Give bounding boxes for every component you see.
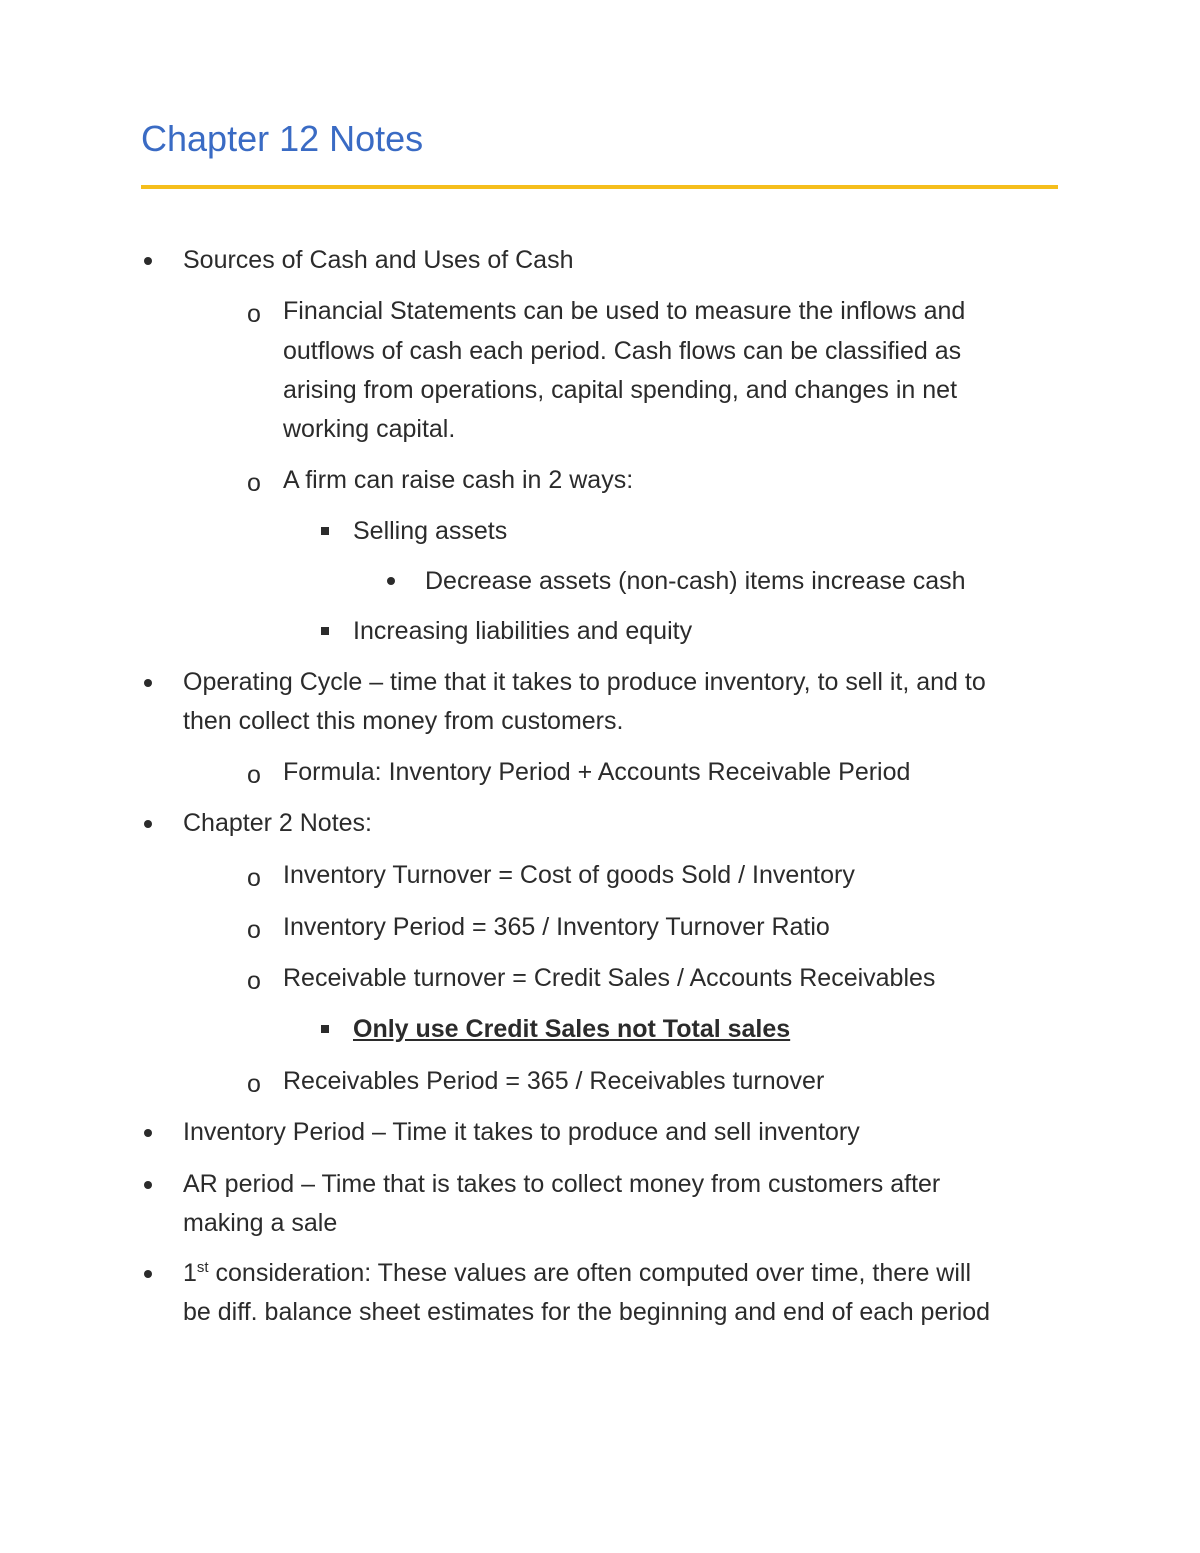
text-line: Inventory Turnover = Cost of goods Sold / Inventory xyxy=(283,861,855,889)
bullet-dot-icon xyxy=(144,257,152,265)
ordinal-number: 1 xyxy=(183,1259,197,1287)
bullet-dot-icon xyxy=(144,679,152,687)
bullet-dot-icon xyxy=(144,820,152,828)
text-line: working capital. xyxy=(283,415,456,443)
bullet-square-icon xyxy=(321,627,329,635)
text-line: A firm can raise cash in 2 ways: xyxy=(283,466,634,494)
bullet-circle-o-icon: o xyxy=(247,864,261,892)
page-title: Chapter 12 Notes xyxy=(141,118,424,159)
text-fragment: consideration: These values are often computed over time, there will xyxy=(208,1259,972,1287)
text-line: Financial Statements can be used to measure the inflows and xyxy=(283,297,966,325)
text-line: Decrease assets (non-cash) items increase cash xyxy=(425,567,966,595)
bullet-square-icon xyxy=(321,527,329,535)
bullet-circle-o-icon: o xyxy=(247,967,261,995)
text-line: Operating Cycle – time that it takes to produce inventory, to sell it, and to xyxy=(183,668,986,696)
bullet-dot-icon xyxy=(387,577,395,585)
bullet-circle-o-icon: o xyxy=(247,916,261,944)
bullet-dot-icon xyxy=(144,1129,152,1137)
text-line xyxy=(183,1254,971,1293)
bullet-sources-uses: Sources of Cash and Uses of Cash xyxy=(183,246,574,274)
text-line: outflows of cash each period. Cash flows can be classified as xyxy=(283,337,962,365)
text-line-emphasis: Only use Credit Sales not Total sales xyxy=(353,1015,791,1043)
title-underline-rule xyxy=(141,185,1058,189)
bullet-circle-o-icon: o xyxy=(247,300,261,328)
bullet-square-icon xyxy=(321,1025,329,1033)
bullet-circle-o-icon: o xyxy=(247,761,261,789)
text-line: arising from operations, capital spending, and changes in net xyxy=(283,376,958,404)
text-line: Increasing liabilities and equity xyxy=(353,617,693,645)
text-line: AR period – Time that is takes to collect money from customers after xyxy=(183,1170,941,1198)
text-line: Receivable turnover = Credit Sales / Accounts Receivables xyxy=(283,964,936,992)
bullet-dot-icon xyxy=(144,1270,152,1278)
bullet-circle-o-icon: o xyxy=(247,469,261,497)
text-line: Chapter 2 Notes: xyxy=(183,809,372,837)
bullet-circle-o-icon: o xyxy=(247,1070,261,1098)
text-line: Formula: Inventory Period + Accounts Receivable Period xyxy=(283,758,911,786)
text-line: Inventory Period – Time it takes to produce and sell inventory xyxy=(183,1118,860,1146)
text-line: Inventory Period = 365 / Inventory Turnover Ratio xyxy=(283,913,830,941)
text-line: making a sale xyxy=(183,1209,338,1237)
bullet-dot-icon xyxy=(144,1181,152,1189)
text-line: be diff. balance sheet estimates for the beginning and end of each period xyxy=(183,1298,991,1326)
text-line: then collect this money from customers. xyxy=(183,707,624,735)
text-line: Receivables Period = 365 / Receivables turnover xyxy=(283,1067,825,1095)
ordinal-suffix: st xyxy=(196,1259,209,1276)
text-line: Selling assets xyxy=(353,517,508,545)
